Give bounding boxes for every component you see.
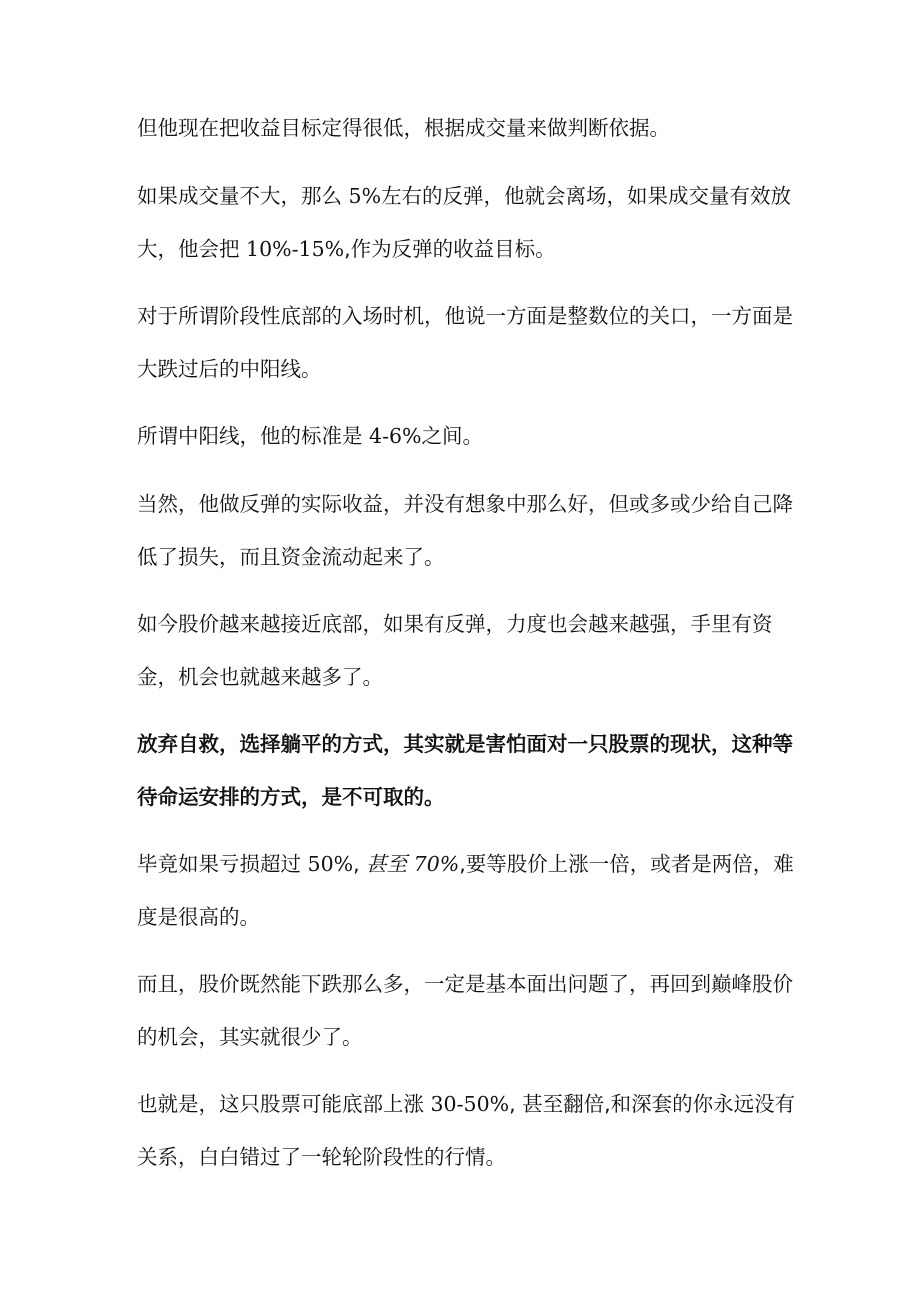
text-line (137, 651, 787, 704)
text-run: 当然，他做反弹的实际收益，并没有想象中那么好，但或多或少给自己降 (137, 492, 793, 516)
number-run: 5% (348, 184, 382, 208)
text-run: 关系，白白错过了一轮轮阶段性的行情。 (137, 1145, 506, 1169)
paragraph (137, 102, 787, 155)
text-run: 所谓中阳线，他的标准是 (137, 424, 370, 448)
text-run: 低了损失，而且资金流动起来了。 (137, 545, 445, 569)
text-line (137, 410, 787, 463)
number-run: 30-50% (430, 1092, 510, 1116)
paragraph (137, 838, 794, 944)
text-line (137, 958, 793, 1011)
text-line (137, 598, 787, 651)
text-run: 但他现在把收益目标定得很低，根据成交量来做判断依据。 (137, 116, 670, 140)
text-line (137, 1078, 796, 1131)
text-run: ,作为反弹的收益目标。 (344, 237, 556, 261)
text-run: 毕竟如果亏损超过 (137, 852, 308, 876)
text-run: 金，机会也就越来越多了。 (137, 665, 383, 689)
text-line (137, 718, 793, 771)
text-run: , 甚至翻倍,和深套的你永远没有 (509, 1092, 796, 1116)
text-run: 放弃自救，选择躺平的方式，其实就是害怕面对一只股票的现状，这种等 (137, 732, 793, 756)
text-line (137, 891, 787, 944)
paragraph (137, 170, 792, 276)
paragraph (137, 1078, 796, 1184)
text-run: 大跌过后的中阳线。 (137, 357, 322, 381)
text-run: 度是很高的。 (137, 905, 260, 929)
paragraph (137, 410, 787, 463)
text-run: 如今股价越来越接近底部，如果有反弹，力度也会越来越强，手里有资 (137, 612, 773, 636)
text-run: 之间。 (421, 424, 484, 448)
paragraph (137, 478, 793, 584)
text-run: 大，他会把 (137, 237, 247, 261)
text-line (137, 1011, 787, 1064)
text-run: , (353, 852, 367, 876)
text-run: ,要等股价上涨一倍，或者是两倍，难 (459, 852, 794, 876)
text-run: 的机会，其实就很少了。 (137, 1025, 363, 1049)
text-line (137, 290, 793, 343)
paragraph (137, 290, 793, 396)
text-run: 对于所谓阶段性底部的入场时机，他说一方面是整数位的关口，一方面是 (137, 304, 793, 328)
paragraph (137, 598, 787, 704)
text-line (137, 531, 787, 584)
text-line (137, 223, 787, 276)
text-line (137, 170, 792, 223)
text-run: 也就是，这只股票可能底部上涨 (137, 1092, 431, 1116)
text-line (137, 838, 794, 891)
text-run: 待命运安排的方式，是不可取的。 (137, 785, 445, 809)
text-line (137, 102, 787, 155)
number-run: 50% (307, 852, 354, 876)
text-run: 而且，股价既然能下跌那么多，一定是基本面出问题了，再回到巅峰股价 (137, 972, 793, 996)
number-run: 4-6% (369, 424, 422, 448)
text-run: 如果成交量不大，那么 (137, 184, 349, 208)
text-line (137, 343, 787, 396)
paragraph (137, 958, 793, 1064)
paragraph (137, 718, 793, 824)
text-line (137, 1131, 787, 1184)
text-run: 左右的反弹，他就会离场，如果成交量有效放 (381, 184, 792, 208)
number-run: 10%-15% (246, 237, 345, 261)
italic-run: 甚至 70% (366, 852, 460, 876)
text-line (137, 478, 793, 531)
text-line (137, 771, 787, 824)
